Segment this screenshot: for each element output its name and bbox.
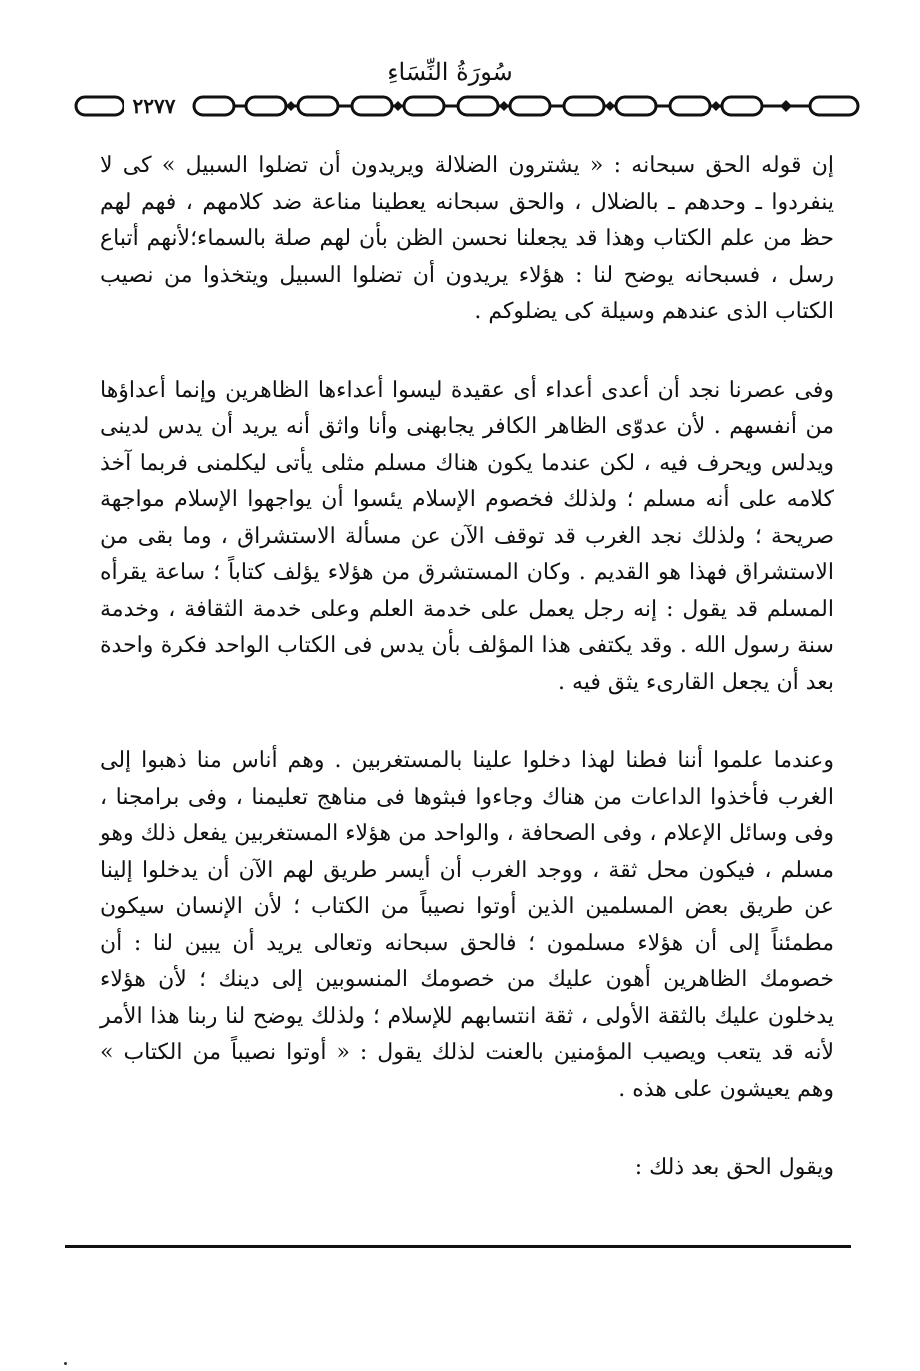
footer-rule: [65, 1245, 851, 1248]
header-ornament-border: [72, 90, 862, 122]
paragraph-spacer: [100, 1108, 834, 1150]
paragraph: إن قوله الحق سبحانه : « يشترون الضلالة ويريدون أن تضلوا السبيل » كى لا ينفردوا ـ وحدهم ـ بالضلال ، والحق سبحانه يعطينا مناعة ضد كلامهم ، فهم لهم حظ من علم الكتاب وهذا قد يجعلنا نحسن الظن بأن لهم صلة بالسماء؛لأنهم أتباع رسل ، فسبحانه يوضح لنا : هؤلاء يريدون أن تضلوا السبيل ويتخذوا من نصيب الكتاب الذى عندهم وسيلة كى يضلوكم .: [100, 153, 835, 324]
scan-speck: [64, 1362, 67, 1365]
paragraph: وعندما علموا أننا فطنا لهذا دخلوا علينا بالمستغربين . وهم أناس منا ذهبوا إلى الغرب فأخذوا الداعات من هناك وجاءوا فبثوها فى مناهج تعليمنا ، وفى برامجنا ، وفى وسائل الإعلام ، وفى الصحافة ، والواحد من هؤلاء المستغربين يفعل ذلك وهو مسلم ، فيكون محل ثقة ، ووجد الغرب أن أيسر طريق لهم الآن أن يدخلوا إلينا عن طريق بعض المسلمين الذين أوتوا نصيباً من الكتاب ؛ لأن الإنسان سيكون مطمئناً إلى أن هؤلاء مسلمون ؛ فالحق سبحانه وتعالى يريد أن يبين لنا : أن خصومك الظاهرين أهون عليك من خصومك المنسوبين إلى دينك ؛ لأن هؤلاء يدخلون عليك بالثقة الأولى ، ثقة انتسابهم للإسلام ؛ ولذلك يوضح لنا ربنا هذا الأمر لأنه قد يتعب ويصيب المؤمنين بالعنت لذلك يقول : « أوتوا نصيباً من الكتاب » وهم يعيشون على هذه .: [100, 748, 834, 1102]
paragraph: وفى عصرنا نجد أن أعدى أعداء أى عقيدة ليسوا أعداءها الظاهرين وإنما أعداؤها من أنفسهم . لأن عدوّى الظاهر الكافر يجابهنى وأنا واثق أنه يريد أن يدس لدينى ويدلس ويحرف فيه ، لكن عندما يكون هناك مسلم مثلى يأتى ليكلمنى فربما آخذ كلامه على أنه مسلم ؛ ولذلك فخصوم الإسلام يئسوا أن يواجهوا الإسلام مواجهة صريحة ؛ ولذلك نجد الغرب قد توقف الآن عن مسألة الاستشراق ، وما بقى من الاستشراق فهذا هو القديم . وكان المستشرق من هؤلاء يؤلف كتاباً ؛ ساعة يقرأه المسلم قد يقول : إنه رجل يعمل على خدمة العلم وعلى خدمة الثقافة ، وخدمة سنة رسول الله . وقد يكتفى هذا المؤلف بأن يدس فى الكتاب الواحد فكرة واحدة بعد أن يجعل القارىء يثق فيه .: [100, 377, 834, 695]
surah-title: سُورَةُ النِّسَاءِ: [387, 58, 513, 86]
page-body: [100, 148, 834, 1187]
paragraph: ويقول الحق بعد ذلك :: [634, 1155, 834, 1180]
paragraph-spacer: [100, 331, 834, 373]
paragraph-spacer: [100, 701, 834, 743]
page-number: ٢٢٧٧: [124, 92, 184, 120]
